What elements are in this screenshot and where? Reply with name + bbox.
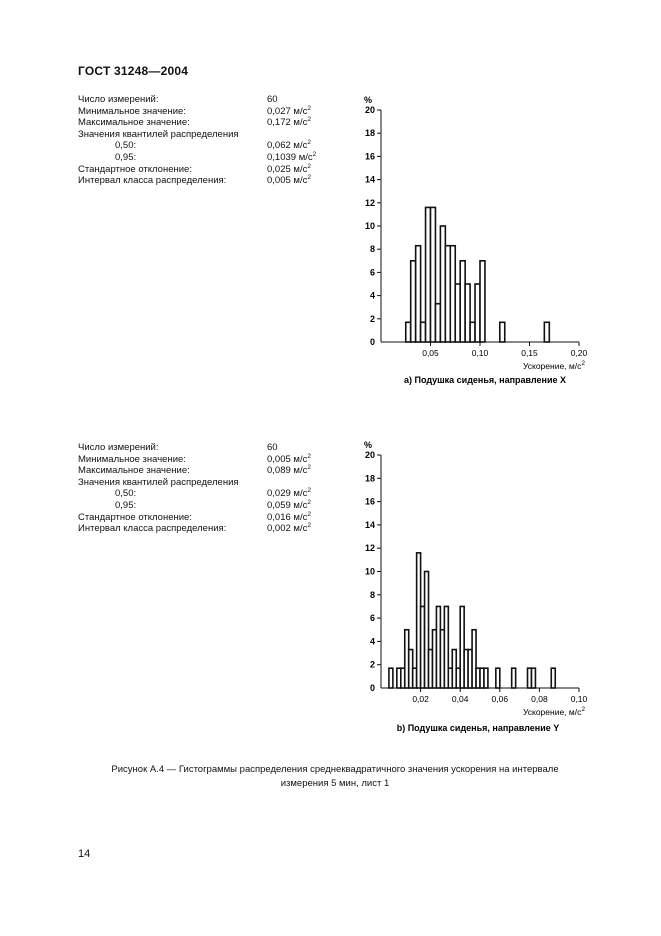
- stat-unit-exponent: 2: [307, 510, 311, 518]
- x-axis-label: Ускорение, $м/с^2$: [522, 360, 585, 371]
- y-tick-label: 20: [364, 105, 375, 115]
- stat-unit-exponent: 2: [307, 162, 311, 170]
- stat-unit-exponent: 2: [307, 487, 311, 495]
- x-tick-label: 0,10: [471, 348, 489, 358]
- stat-unit-exponent: 2: [307, 139, 311, 147]
- stat-unit-exponent: 2: [307, 452, 311, 460]
- y-tick-label: 20: [364, 450, 375, 460]
- stat-unit-exponent: 2: [307, 174, 311, 182]
- stat-label: 0,50:: [115, 488, 137, 500]
- stat-label: Интервал класса распределения:: [78, 523, 227, 535]
- y-tick-label: 18: [364, 128, 375, 139]
- stat-value: 0,027 $м/с^2$: [267, 104, 311, 117]
- stat-value: 0,029 $м/с^2$: [267, 487, 311, 500]
- stat-unit-exponent: 2: [307, 116, 311, 124]
- x-tick-label: 0,06: [491, 694, 509, 704]
- caption-line-1: Рисунок А.4 — Гистограммы распределения среднеквадратичного значения ускорения на интервале: [111, 764, 559, 775]
- stat-label: Интервал класса распределения:: [78, 175, 227, 187]
- x-tick-label: 0,04: [451, 694, 469, 704]
- stat-label: 0,95:: [115, 499, 137, 511]
- histogram-bar: [512, 668, 516, 688]
- stat-value: 0,1039 $м/с^2$: [267, 150, 317, 163]
- x-tick-label: 0,20: [570, 348, 588, 358]
- y-tick-label: 4: [369, 290, 375, 301]
- y-tick-label: 18: [364, 473, 375, 484]
- stat-value: 60: [267, 442, 278, 453]
- histogram-bar: [484, 668, 488, 688]
- stat-value: 0,062 $м/с^2$: [267, 139, 311, 152]
- y-tick-label: 10: [364, 221, 375, 231]
- histogram-bar: [480, 261, 485, 342]
- y-tick-label: 2: [369, 313, 375, 324]
- y-tick-label: 8: [369, 244, 375, 255]
- y-tick-label: 8: [369, 589, 375, 600]
- stat-value: 60: [267, 94, 278, 105]
- stat-label: Максимальное значение:: [78, 117, 190, 129]
- y-tick-label: 14: [364, 174, 375, 185]
- y-axis-label: %: [363, 95, 373, 105]
- stat-value: 0,016 $м/с^2$: [267, 510, 311, 523]
- y-tick-label: 4: [369, 636, 375, 647]
- stat-label: 0,95:: [115, 151, 137, 163]
- y-tick-label: 12: [364, 543, 375, 554]
- y-tick-label: 6: [369, 613, 375, 624]
- stat-label: Минимальное значение:: [78, 105, 186, 117]
- stat-label: Стандартное отклонение:: [78, 163, 192, 175]
- chart-caption: b) Подушка сиденья, направление Y: [396, 723, 560, 733]
- stat-value: 0,172 $м/с^2$: [267, 116, 311, 129]
- y-tick-label: 14: [364, 519, 375, 530]
- x-tick-label: 0,02: [412, 694, 429, 704]
- stat-label: Минимальное значение:: [78, 453, 186, 465]
- chart-caption: a) Подушка сиденья, направление X: [403, 375, 567, 385]
- stat-label: Число измерений:: [78, 94, 159, 105]
- y-tick-label: 16: [364, 496, 375, 507]
- y-axis-label: %: [363, 440, 373, 450]
- figure-caption: [70, 763, 600, 791]
- histogram-bar: [496, 668, 500, 688]
- stat-value: 0,005 $м/с^2$: [267, 174, 311, 187]
- histogram-bar: [389, 668, 393, 688]
- x-tick-label: 0,10: [570, 694, 588, 704]
- document-header: ГОСТ 31248—2004: [78, 64, 189, 78]
- y-tick-label: 12: [364, 197, 375, 208]
- histogram-bar: [551, 668, 555, 688]
- stat-label: Стандартное отклонение:: [78, 511, 192, 523]
- stat-label: Значения квантилей распределения: [78, 128, 239, 140]
- histogram-bar: [544, 322, 549, 342]
- y-tick-label: 10: [364, 566, 375, 577]
- stat-label: 0,50:: [115, 140, 137, 152]
- x-axis-label: Ускорение, $м/с^2$: [522, 706, 585, 717]
- stat-value: 0,025 $м/с^2$: [267, 162, 311, 175]
- y-zero-label: 0: [369, 337, 375, 347]
- stat-label: Значения квантилей распределения: [78, 476, 239, 488]
- y-zero-label: 0: [369, 683, 375, 693]
- stat-value: 0,059 $м/с^2$: [267, 498, 311, 511]
- stat-unit-exponent: 2: [307, 522, 311, 530]
- stat-value: 0,089 $м/с^2$: [267, 464, 311, 477]
- stat-value: 0,005 $м/с^2$: [267, 452, 311, 465]
- x-tick-label: 0,05: [422, 348, 439, 358]
- y-tick-label: 6: [369, 267, 375, 278]
- stat-label: Максимальное значение:: [78, 465, 190, 477]
- histogram-bar: [500, 322, 505, 342]
- x-tick-label: 0,15: [521, 348, 538, 358]
- page-number: 14: [78, 848, 91, 860]
- histogram-bar: [531, 668, 535, 688]
- stat-unit-exponent: 2: [312, 150, 317, 158]
- stat-unit-exponent: 2: [307, 104, 311, 112]
- caption-line-2: измерения 5 мин, лист 1: [280, 778, 390, 789]
- x-tick-label: 0,08: [531, 694, 548, 704]
- stat-value: 0,002 $м/с^2$: [267, 522, 311, 535]
- y-tick-label: 2: [369, 659, 375, 670]
- stat-label: Число измерений:: [78, 442, 159, 453]
- y-tick-label: 16: [364, 151, 375, 162]
- stat-unit-exponent: 2: [307, 464, 311, 472]
- stat-unit-exponent: 2: [307, 498, 311, 506]
